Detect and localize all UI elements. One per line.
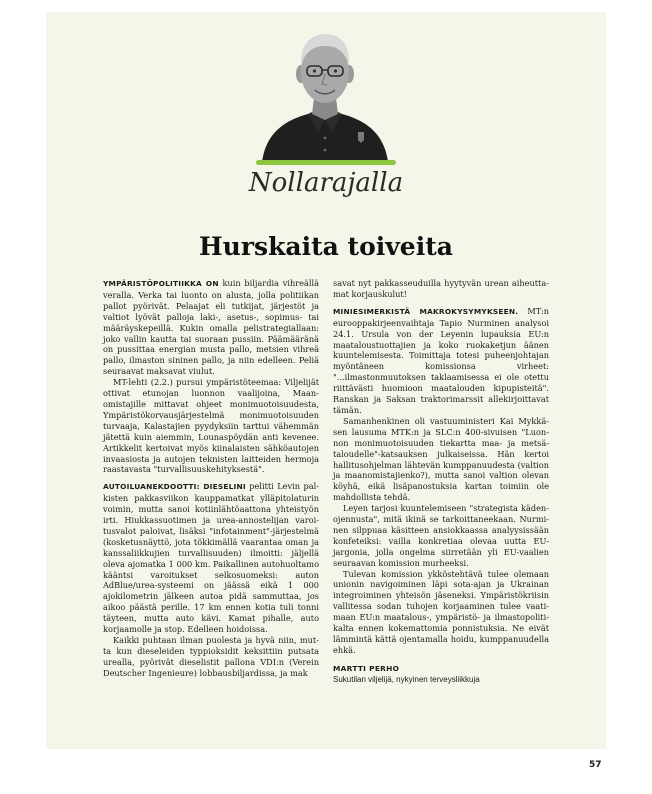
paragraph-text: pelitti Levin palkisten pakkasviikon kauppamatkat ylläpitolaturin voimin, mutta sanoi kotiinlähtöaattona yhteistyön irti. Hiukkassuotimen ja urea-annostelijan varoitusvalot paloivat, lisäksi "infotainment"-järjestelmä (kosketusnäyttö, jota tökkimällä vaarantaa oman ja kanssaliikkujien turvallisuuden) ilmoitti: jäljellä oleva ajomatka 1 000 km. Paikallinen autohuoltamo kääntsi varoitukset selkosuomeksi: auton AdBlue/urea-systeemi on jäässä eikä 1 000 ajokilometrin jälkeen autoa pidä sammuttaa, jos aikoo päästä perille. 17 km ennen kotia tuli tonni täyteen, mutta auto kävi. Kamat pihalle, auto korjaamolle ja stop. Edelleen hoidoissa.: [103, 481, 320, 635]
paragraph-text: Tulevan komission ykköstehtävä tulee olemaan unionin navigoiminen läpi sota-ajan ja Ukrainan integroiminen yhteisön jäseneksi. Ympäristökriisin vallitessa sodan tuhojen korjaaminen tulee vaatimaan EU:n maatalous-, ympäristö- ja ilmastopolitikalta ennen kokemattomia ponnistuksia. Ne eivät lämmintä kättä ojentamalla hoidu, kumppanuudella ehkä.: [333, 568, 549, 655]
article-headline: Hurskaita toiveita: [199, 232, 453, 261]
paragraph-lead: MINIESIMERKISTÄ MAKROKYSYMYKSEEN.: [333, 306, 519, 316]
paragraph: [333, 569, 549, 656]
paragraph-text: MT:n eurooppakirjeenvaihtaja Tapio Nurminen analysoi 24.1. Ursula von der Leyenin lupauksia EU:n maataloustuottajien ja koko ruokaketjun äänen kuuntelemisesta. Toimittaja totesi puheenjohtajan myöntäneen komissionsa virheet: "...ilmastonmuutoksen taklaamisessa ei ole otettu riittävästi huomioon maatalouden kipupisteitä". Ranskan ja Saksan traktorimarssit allekirjoittavat tämän.: [333, 305, 549, 415]
paragraph-lead: YMPÄRISTÖPOLITIIKKA ON: [103, 279, 219, 288]
paragraph-text: kuin biljardia vihreällä veralla. Verka tai luonto on alusta, jolla politiikan pallot pyörivät. Pelaajat eli tutkijat, järjestöt ja valtiot lyövät palloja laki-, asetus-, sopimus- tai määräyskepeillä. Kukin omalla pelistrategiallaan: joko vallin kautta tai suoraan pussiin. Päämääränä on pussittaa energian musta pallo, metsien vihreä pallo, ilmaston sininen pallo, ja niin edelleen. Peliä seuraavat maksavat viulut.: [103, 278, 319, 377]
author-portrait: [258, 28, 392, 162]
paragraph: [333, 503, 549, 568]
paragraph-text: Kaikki puhtaan ilman puolesta ja hyvä niin, mutta kun dieseleiden typpioksidit keksittiin putsata urealla, pyörivät dieselistit pallona VDI:n (Verein Deutscher Ingenieure) lobbausbiljardissa, ja mak: [103, 635, 319, 678]
article-column-left: [103, 278, 319, 679]
paragraph: [333, 278, 549, 300]
paragraph-text: MT-lehti (2.2.) pursui ympäristöteemaa: Viljelijät ottivat etunojan luonnon vaalijoina, Maanomistajille mittavat ohjeet monimuotoisuudesta, Ympäristökorvausjärjestelmä monimuotoisuuden turvaaja, Kalastajien pyydyksiin tarttui vähemmän jätettä kuin aiemmin, Lounaspöydän anti kevenee. Artikkelit kertoivat myös kiinalaisten sähköautojen invaasiosta ja autojen teknisten laitteiden hermoja raastavasta "turvallisuuskehityksestä".: [103, 377, 319, 475]
paragraph-text: Leyen tarjosi kuuntelemiseen "strategista kädenojennusta", mitä ikinä se tarkoittaneekaan. Nurminen silppuaa käsitteen ansiokkaassa analyysissään konfeteiksi: vailla konkretiaa olevaa uutta EU-jargonia, jolla ongelma siirretään yli EU-vaalien seuraavan komission murheeksi.: [333, 503, 549, 568]
article-column-right: [333, 278, 549, 686]
column-name: Nollarajalla: [248, 168, 404, 198]
author-name: MARTTI PERHO: [333, 663, 400, 673]
page-number: 57: [589, 760, 602, 770]
paragraph: [103, 481, 319, 635]
paragraph: [103, 635, 319, 679]
paragraph: [103, 278, 319, 377]
paragraph: [333, 416, 549, 503]
paragraph-lead: AUTOILUANEKDOOTTI: DIESELINI: [103, 482, 246, 492]
accent-bar: [256, 160, 396, 165]
paragraph-text: savat nyt pakkasseuduilla hyytyvän urean aiheuttamat korjauskulut!: [333, 278, 549, 299]
paragraph: [103, 377, 319, 475]
paragraph-text: Samanhenkinen oli vastuuministeri Kai Mykkäsen lausuma MTK:n ja SLC:n 400-sivuisen "Luonnon monimuotoisuuden tiekartta maa- ja metsätaloudelle"-katsauksen julkaiseissa. Hän kertoi hallitusohjelman lähtevän kumppanuudesta (valtion ja maanomistajienko?), mutta sanoi valtion olevan köyhä, eikä lisäpanostuksia kartan toimiin ole mahdollista tehdä.: [333, 415, 549, 503]
author-description: Sukutilan viljelijä, nykyinen terveysliikkuja: [333, 674, 480, 684]
paragraph: [333, 306, 549, 416]
